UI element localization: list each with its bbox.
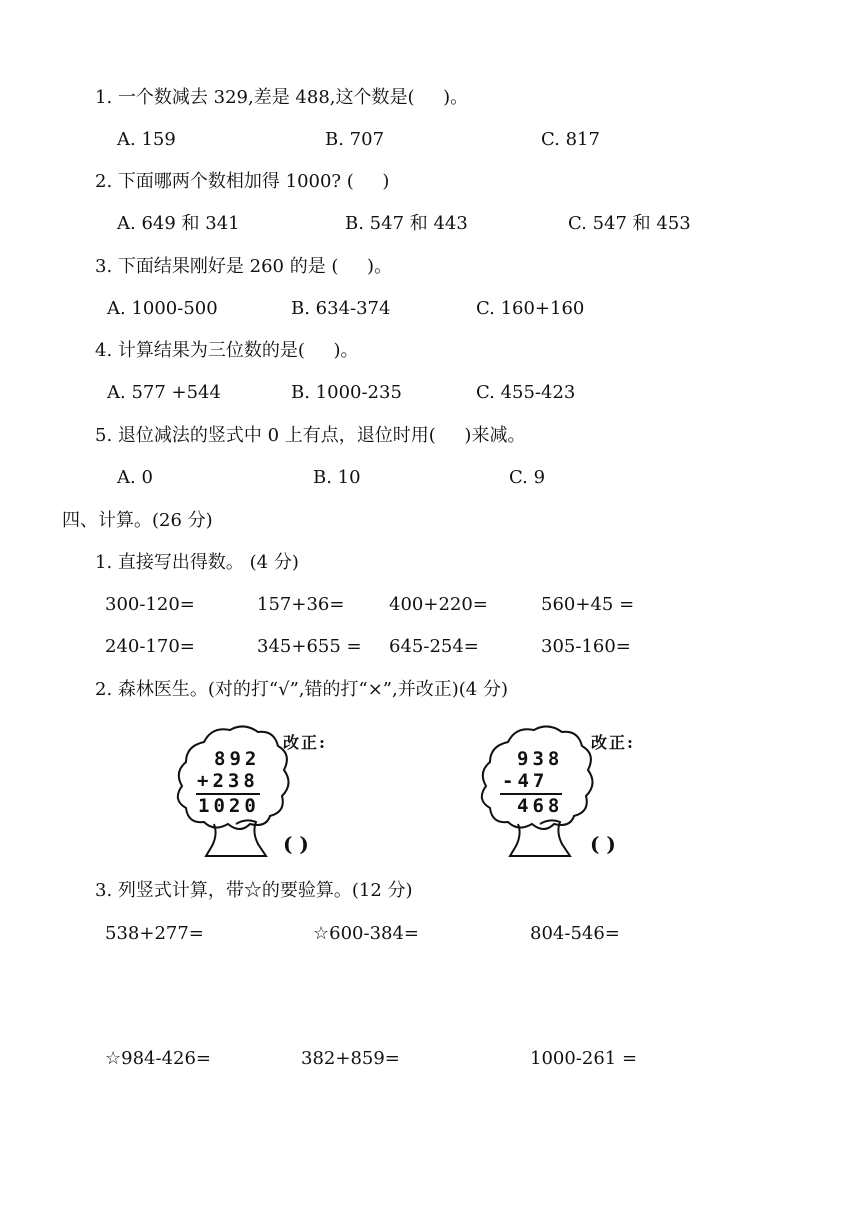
question-1: 1. 一个数减去 329,差是 488,这个数是( )。 xyxy=(95,87,469,108)
question-4: 4. 计算结果为三位数的是( )。 xyxy=(95,340,359,361)
vertical-calc-4: ☆984-426= xyxy=(105,1048,212,1069)
q5-option-c: C. 9 xyxy=(509,467,546,488)
q3-option-a: A. 1000-500 xyxy=(107,298,218,319)
part-3-title: 3. 列竖式计算，带☆的要验算。(12 分) xyxy=(95,880,413,901)
oral-calc-7: 645-254= xyxy=(389,636,479,657)
q2-option-b: B. 547 和 443 xyxy=(345,213,468,234)
tree1-answer-paren[interactable]: ( ) xyxy=(283,832,309,856)
part-2-title: 2. 森林医生。(对的打“√”,错的打“×”,并改正)(4 分) xyxy=(95,679,508,700)
q2-option-c: C. 547 和 453 xyxy=(568,213,691,234)
question-2: 2. 下面哪两个数相加得 1000? ( ) xyxy=(95,171,390,192)
tree2-result: 468 xyxy=(517,795,564,817)
q4-option-a: A. 577 +544 xyxy=(107,382,221,403)
q4-option-c: C. 455-423 xyxy=(476,382,576,403)
q1-option-c: C. 817 xyxy=(541,129,600,150)
tree1-top-number: 892 xyxy=(214,748,261,770)
q5-option-a: A. 0 xyxy=(117,467,153,488)
q1-option-b: B. 707 xyxy=(325,129,385,150)
q5-option-b: B. 10 xyxy=(313,467,361,488)
vertical-calc-2: ☆600-384= xyxy=(313,923,420,944)
vertical-calc-3: 804-546= xyxy=(530,923,620,944)
part-1-title: 1. 直接写出得数。 (4 分) xyxy=(95,552,299,573)
oral-calc-4: 560+45 = xyxy=(541,594,635,615)
oral-calc-8: 305-160= xyxy=(541,636,631,657)
tree2-answer-paren[interactable]: ( ) xyxy=(590,832,616,856)
oral-calc-3: 400+220= xyxy=(389,594,488,615)
vertical-calc-1: 538+277= xyxy=(105,923,204,944)
tree1-operand: +238 xyxy=(197,770,259,792)
question-5: 5. 退位减法的竖式中 0 上有点，退位时用( )来减。 xyxy=(95,425,526,446)
tree1-correct-label: 改正: xyxy=(283,733,327,752)
q3-option-c: C. 160+160 xyxy=(476,298,585,319)
vertical-calc-6: 1000-261 = xyxy=(530,1048,638,1069)
tree2-top-number: 938 xyxy=(517,748,564,770)
q3-option-b: B. 634-374 xyxy=(291,298,391,319)
q4-option-b: B. 1000-235 xyxy=(291,382,402,403)
oral-calc-5: 240-170= xyxy=(105,636,195,657)
tree1-result: 1020 xyxy=(198,795,260,817)
oral-calc-6: 345+655 = xyxy=(257,636,362,657)
oral-calc-1: 300-120= xyxy=(105,594,195,615)
q2-option-a: A. 649 和 341 xyxy=(117,213,240,234)
oral-calc-2: 157+36= xyxy=(257,594,345,615)
tree2-operand: -47 xyxy=(502,770,549,792)
q1-option-a: A. 159 xyxy=(117,129,176,150)
section-4-title: 四、计算。(26 分) xyxy=(62,510,213,531)
tree2-correct-label: 改正: xyxy=(591,733,635,752)
vertical-calc-5: 382+859= xyxy=(301,1048,400,1069)
question-3: 3. 下面结果刚好是 260 的是 ( )。 xyxy=(95,256,393,277)
